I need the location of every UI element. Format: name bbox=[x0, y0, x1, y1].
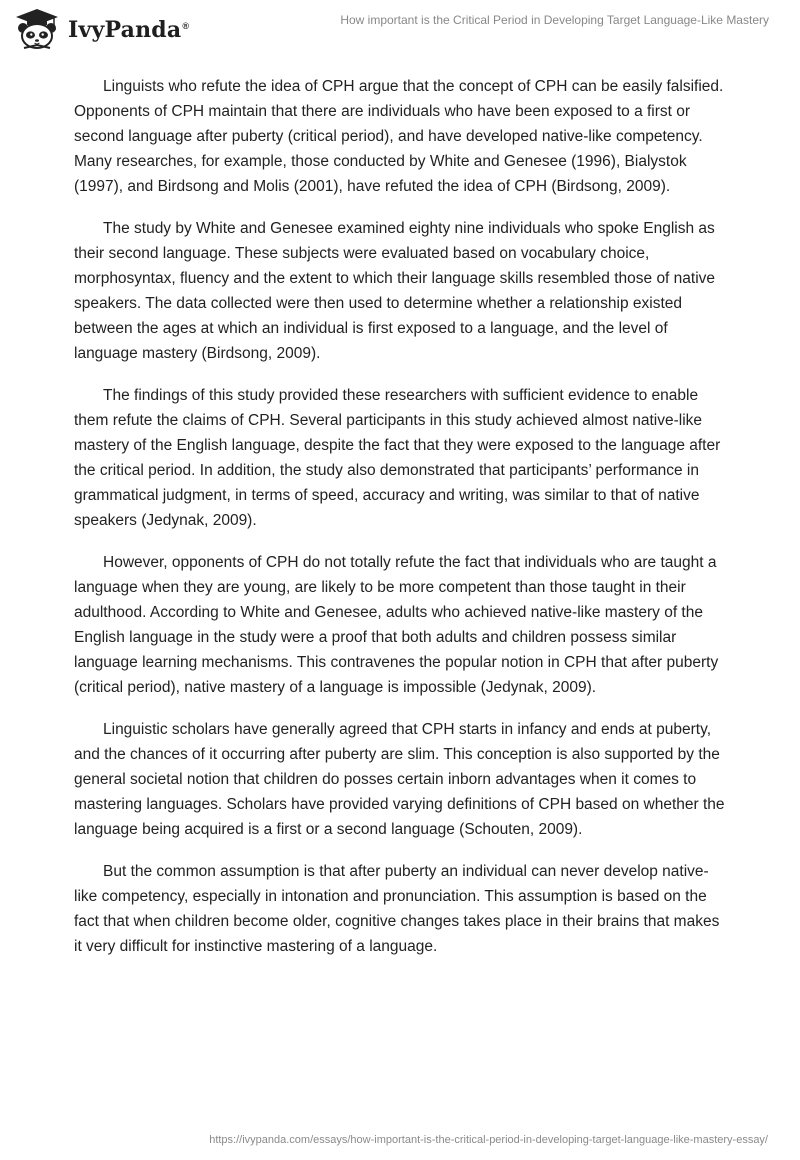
paragraph: The study by White and Genesee examined eighty nine individuals who spoke English as their second language. These subjects were evaluated based on vocabulary choice, morphosyntax, fluency and the extent to which their language skills resembled those of native speakers. The data collected were then used to determine whether a relationship existed between the ages at which an individual is first exposed to a language, and the level of language mastery (Birdsong, 2009). bbox=[74, 220, 716, 362]
source-url[interactable]: https://ivypanda.com/essays/how-important-is-the-critical-period-in-developing-target-language-like-mastery-essay/ bbox=[209, 1134, 768, 1146]
ivypanda-logo[interactable] bbox=[14, 8, 189, 50]
panda-graduate-icon bbox=[14, 8, 60, 50]
essay-body bbox=[74, 74, 726, 976]
paragraph: The findings of this study provided these researchers with sufficient evidence to enable them refute the claims of CPH. Several participants in this study achieved almost native-like mastery of the English language, despite the fact that they were exposed to the language after the critical period. In addition, the study also demonstrated that participants’ performance in grammatical judgment, in terms of speed, accuracy and writing, was similar to that of native speakers (Jedynak, 2009). bbox=[74, 387, 721, 529]
logo-wordmark bbox=[68, 17, 189, 43]
paragraph: However, opponents of CPH do not totally refute the fact that individuals who are taught a language when they are young, are likely to be more competent than those taught in their adulthood. According to White and Genesee, adults who achieved native-like mastery of the English language in the study were a proof that both adults and children possess similar language learning mechanisms. This contravenes the popular notion in CPH that after puberty (critical period), native mastery of a language is impossible (Jedynak, 2009). bbox=[74, 554, 719, 696]
logo-text: IvyPanda bbox=[68, 17, 182, 43]
paragraph: But the common assumption is that after puberty an individual can never develop native-like competency, especially in intonation and pronunciation. This assumption is based on the fact that when children become older, cognitive changes takes place in their brains that makes it very difficult for instinctive mastering of a language. bbox=[74, 863, 720, 955]
paragraph: Linguistic scholars have generally agreed that CPH starts in infancy and ends at puberty, and the chances of it occurring after puberty are slim. This conception is also supported by the general societal notion that children do posses certain inborn advantages when it comes to mastering languages. Scholars have provided varying definitions of CPH based on whether the language being acquired is a first or a second language (Schouten, 2009). bbox=[74, 721, 725, 838]
page-header bbox=[0, 0, 800, 60]
registered-mark: ® bbox=[182, 20, 190, 31]
paragraph: Linguists who refute the idea of CPH argue that the concept of CPH can be easily falsified. Opponents of CPH maintain that there are individuals who have been exposed to a first or second language after puberty (critical period), and have developed native-like competency. Many researches, for example, those conducted by White and Genesee (1996), Bialystok (1997), and Birdsong and Molis (2001), have refuted the idea of CPH (Birdsong, 2009). bbox=[74, 78, 724, 195]
document-title: How important is the Critical Period in Developing Target Language-Like Mastery bbox=[340, 13, 769, 27]
